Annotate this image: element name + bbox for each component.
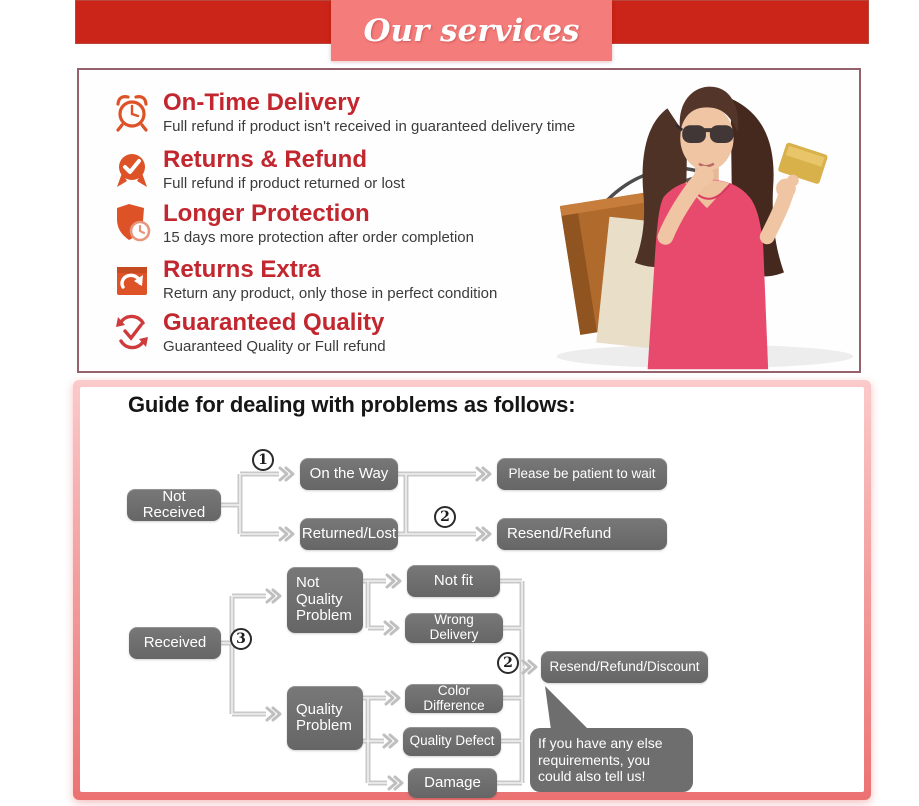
flow-node-quality-defect: Quality Defect <box>403 727 501 756</box>
flow-node-returned-lost: Returned/Lost <box>300 518 398 550</box>
flow-node-on-the-way: On the Way <box>300 458 398 490</box>
service-title: On-Time Delivery <box>163 89 360 116</box>
service-description: Full refund if product isn't received in guaranteed delivery time <box>163 118 576 135</box>
note-bubble: If you have any else requirements, you could also tell us! <box>530 728 693 792</box>
step-circle-1: 1 <box>252 449 274 471</box>
flow-node-damage: Damage <box>408 768 497 798</box>
flow-node-color-difference: Color Difference <box>405 684 503 713</box>
guide-title: Guide for dealing with problems as follows: <box>128 392 576 417</box>
flow-node-resend-refund-discount: Resend/Refund/Discount <box>541 651 708 683</box>
flow-node-please-wait: Please be patient to wait <box>497 458 667 490</box>
flow-node-received: Received <box>129 627 221 659</box>
step-circle-3: 3 <box>230 628 252 650</box>
service-description: Guaranteed Quality or Full refund <box>163 338 386 355</box>
service-description: Return any product, only those in perfect condition <box>163 285 498 302</box>
flow-node-resend-refund: Resend/Refund <box>497 518 667 550</box>
service-title: Returns & Refund <box>163 146 367 173</box>
service-title: Longer Protection <box>163 200 370 227</box>
service-title: Returns Extra <box>163 256 321 283</box>
step-circle-2: 2 <box>434 506 456 528</box>
step-circle-2b: 2 <box>497 652 519 674</box>
flow-node-not-fit: Not fit <box>407 565 500 597</box>
flow-node-quality-problem: Quality Problem <box>287 686 363 750</box>
flow-node-wrong-delivery: Wrong Delivery <box>405 613 503 643</box>
bubble-tail <box>545 686 589 730</box>
service-description: Full refund if product returned or lost <box>163 175 405 192</box>
service-description: 15 days more protection after order completion <box>163 229 474 246</box>
flow-node-not-received: Not Received <box>127 489 221 521</box>
page-title: Our services <box>363 12 580 49</box>
service-title: Guaranteed Quality <box>163 309 385 336</box>
flow-node-not-quality-problem: Not Quality Problem <box>287 567 363 633</box>
